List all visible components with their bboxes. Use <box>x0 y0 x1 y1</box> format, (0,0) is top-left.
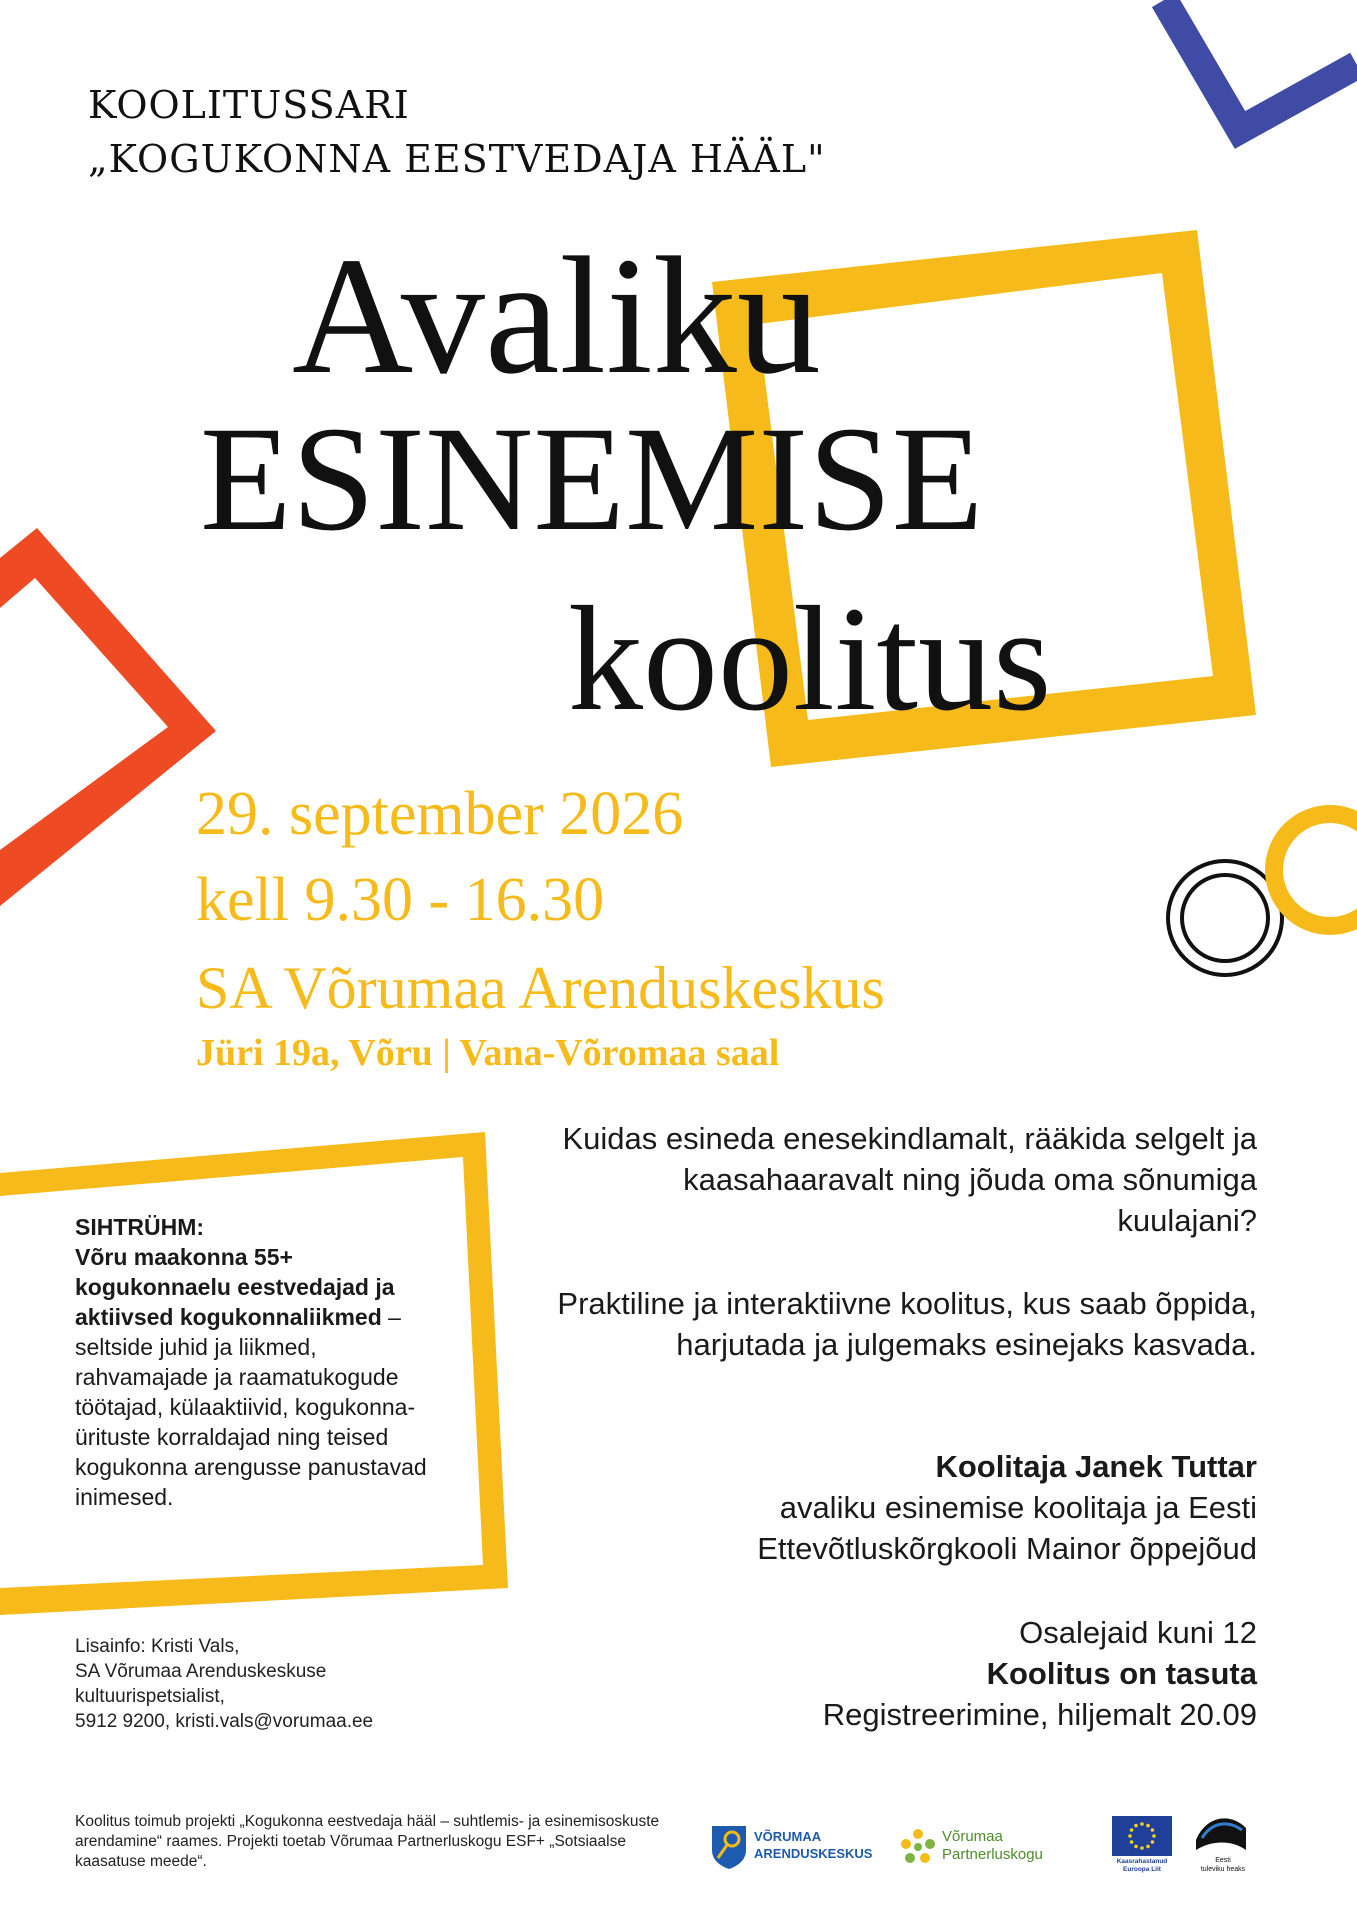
arenduskeskus-line-1: VÕRUMAA <box>754 1829 822 1844</box>
audience-bold-text: Võru maakonna 55+ kogukonnaelu eestvedajad ja aktiivsed kogukonnaliikmed <box>75 1244 395 1330</box>
event-address: Jüri 19a, Võru | Vana-Võromaa saal <box>196 1032 780 1074</box>
yellow-circle <box>1274 814 1357 926</box>
partnerluskogu-flower-icon <box>898 1826 938 1866</box>
audience-rest-text: – seltside juhid ja liikmed, rahvamajade ja raamatukogude töötajad, külaaktiivid, kogukonna-ürituste korraldajad ning teised kogukonna arengusse panustavad inimesed. <box>75 1304 427 1510</box>
event-time: kell 9.30 - 16.30 <box>196 866 605 934</box>
estonia-logo <box>1188 1810 1258 1876</box>
arenduskeskus-logo <box>710 1822 873 1872</box>
eu-line-2: Euroopa Liit <box>1123 1866 1161 1873</box>
free-of-charge: Koolitus on tasuta <box>986 1656 1257 1691</box>
contact-info <box>75 1634 373 1734</box>
eu-logo <box>1112 1816 1176 1876</box>
eu-line-1: Kaasrahastanud <box>1116 1858 1168 1865</box>
event-venue: SA Võrumaa Arenduskeskus <box>196 955 885 1021</box>
blue-corner-shape <box>1164 0 1357 130</box>
audience-heading: SIHTRÜHM: <box>75 1214 205 1240</box>
eu-flag-icon <box>1112 1816 1172 1856</box>
event-date: 29. september 2026 <box>196 780 684 848</box>
participation-block <box>537 1612 1257 1735</box>
partnerluskogu-logo <box>898 1822 1068 1872</box>
contact-line-4: 5912 9200, kristi.vals@vorumaa.ee <box>75 1711 374 1732</box>
series-label <box>88 78 826 186</box>
registration-deadline: Registreerimine, hiljemalt 20.09 <box>822 1697 1257 1732</box>
contact-line-3: kultuurispetsialist, <box>75 1686 225 1707</box>
estonia-line-1: Eesti <box>1215 1857 1231 1864</box>
title-line-3: koolitus <box>568 576 1052 742</box>
black-circle-outer <box>1168 861 1282 975</box>
audience-box <box>75 1212 455 1512</box>
series-line-1: KOOLITUSSARI <box>88 83 410 127</box>
estonia-line-2: tuleviku heaks <box>1200 1866 1246 1873</box>
footer-note: Koolitus toimub projekti „Kogukonna eestvedaja hääl – suhtlemis- ja esinemisoskuste arendamine“ raames. Projekti toetab Võrumaa Partnerluskogu ESF+ „Sotsiaalse kaasatuse meede“. <box>75 1813 660 1870</box>
trainer-block <box>537 1446 1257 1569</box>
practical-text: Praktiline ja interaktiivne koolitus, kus saab õppida, harjutada ja julgemaks esinejaks kasvada. <box>557 1286 1257 1362</box>
trainer-description: avaliku esinemise koolitaja ja Eesti Ettevõtluskõrgkooli Mainor õppejõud <box>757 1490 1257 1566</box>
estonia-wave-icon <box>1192 1810 1250 1854</box>
black-circle-inner <box>1182 875 1268 961</box>
trainer-name: Koolitaja Janek Tuttar <box>935 1449 1257 1484</box>
title-line-2: ESINEMISE <box>200 396 984 562</box>
partnerluskogu-line-1: Võrumaa <box>942 1828 1003 1845</box>
contact-line-2: SA Võrumaa Arenduskeskuse <box>75 1661 327 1682</box>
arenduskeskus-shield-icon <box>710 1824 748 1870</box>
partnerluskogu-line-2: Partnerluskogu <box>942 1846 1043 1863</box>
title-line-1: Avaliku <box>292 223 821 409</box>
series-line-2: „KOGUKONNA EESTVEDAJA HÄÄL" <box>88 137 826 181</box>
orange-diamond-shape <box>0 528 216 906</box>
question-text: Kuidas esineda enesekindlamalt, rääkida selgelt ja kaasahaaravalt ning jõuda oma sõnumiga kuulajani? <box>562 1121 1257 1238</box>
participant-limit: Osalejaid kuni 12 <box>1019 1615 1257 1650</box>
contact-line-1: Lisainfo: Kristi Vals, <box>75 1636 240 1657</box>
arenduskeskus-line-2: ARENDUSKESKUS <box>754 1846 873 1861</box>
